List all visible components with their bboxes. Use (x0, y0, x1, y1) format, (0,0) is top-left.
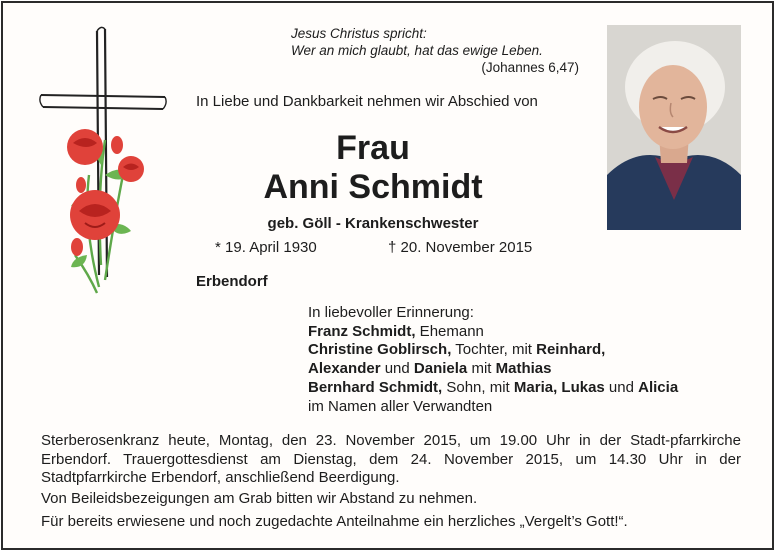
elderly-woman-photo-icon (607, 25, 741, 230)
mourners-heading: In liebevoller Erinnerung: (308, 304, 474, 321)
mourner-line (308, 323, 678, 342)
mourner-name: Christine Goblirsch, (308, 341, 452, 359)
service-details: Sterberosenkranz heute, Montag, den 23. November 2015, um 19.00 Uhr in der Stadt-pfarrkirche Erbendorf. Trauergottesdienst am Dienstag, dem 24. November 2015, um 14.30 Uhr in der Stadtpfarrkirche Erbendorf, anschließend Beerdigung. (41, 432, 741, 486)
mourner-name: Daniela (413, 360, 468, 378)
mourner-name: Alicia (638, 378, 679, 396)
death-date: † 20. November 2015 (388, 239, 533, 256)
obituary-card (1, 1, 774, 550)
birth-date: * 19. April 1930 (215, 239, 317, 256)
mourner-relation: Tochter, mit (451, 341, 537, 359)
salutation: Frau (336, 129, 410, 167)
mourner-name: Maria, Lukas (513, 378, 605, 396)
mourner-name: Reinhard, (536, 341, 606, 359)
thanks-note: Für bereits erwiesene und noch zugedachte Anteilnahme ein herzliches „Vergelt’s Gott!“. (41, 513, 628, 530)
mourner-relation: Sohn, mit (442, 378, 514, 396)
quote-line-1: Jesus Christus spricht: (291, 26, 427, 41)
mourner-name: Bernhard Schmidt, (308, 378, 443, 396)
cross-with-roses-icon (39, 25, 171, 303)
place: Erbendorf (196, 273, 268, 290)
quote-reference: (Johannes 6,47) (481, 60, 579, 75)
mourners-list (308, 304, 678, 416)
quote-line-2: Wer an mich glaubt, hat das ewige Leben. (291, 43, 543, 58)
mourner-line: Alexander und Daniela mit Mathias (308, 360, 552, 378)
deceased-subtitle: geb. Göll - Krankenschwester (267, 215, 479, 232)
portrait-photo (607, 25, 741, 230)
mourner-line (308, 341, 678, 360)
condolence-note: Von Beileidsbezeigungen am Grab bitten wir Abstand zu nehmen. (41, 490, 478, 507)
mourner-name: Alexander (308, 360, 381, 378)
mourners-closing: im Namen aller Verwandten (308, 397, 493, 415)
mourner-line: Bernhard Schmidt, Sohn, mit Maria, Lukas und Alicia (308, 378, 679, 396)
intro-text: In Liebe und Dankbarkeit nehmen wir Abschied von (196, 93, 538, 110)
bible-quote (291, 25, 579, 76)
deceased-name: Anni Schmidt (263, 168, 483, 206)
mourner-relation: Ehemann (415, 322, 484, 340)
mourner-name: Mathias (495, 360, 552, 378)
mourner-name: Franz Schmidt, (308, 322, 416, 340)
